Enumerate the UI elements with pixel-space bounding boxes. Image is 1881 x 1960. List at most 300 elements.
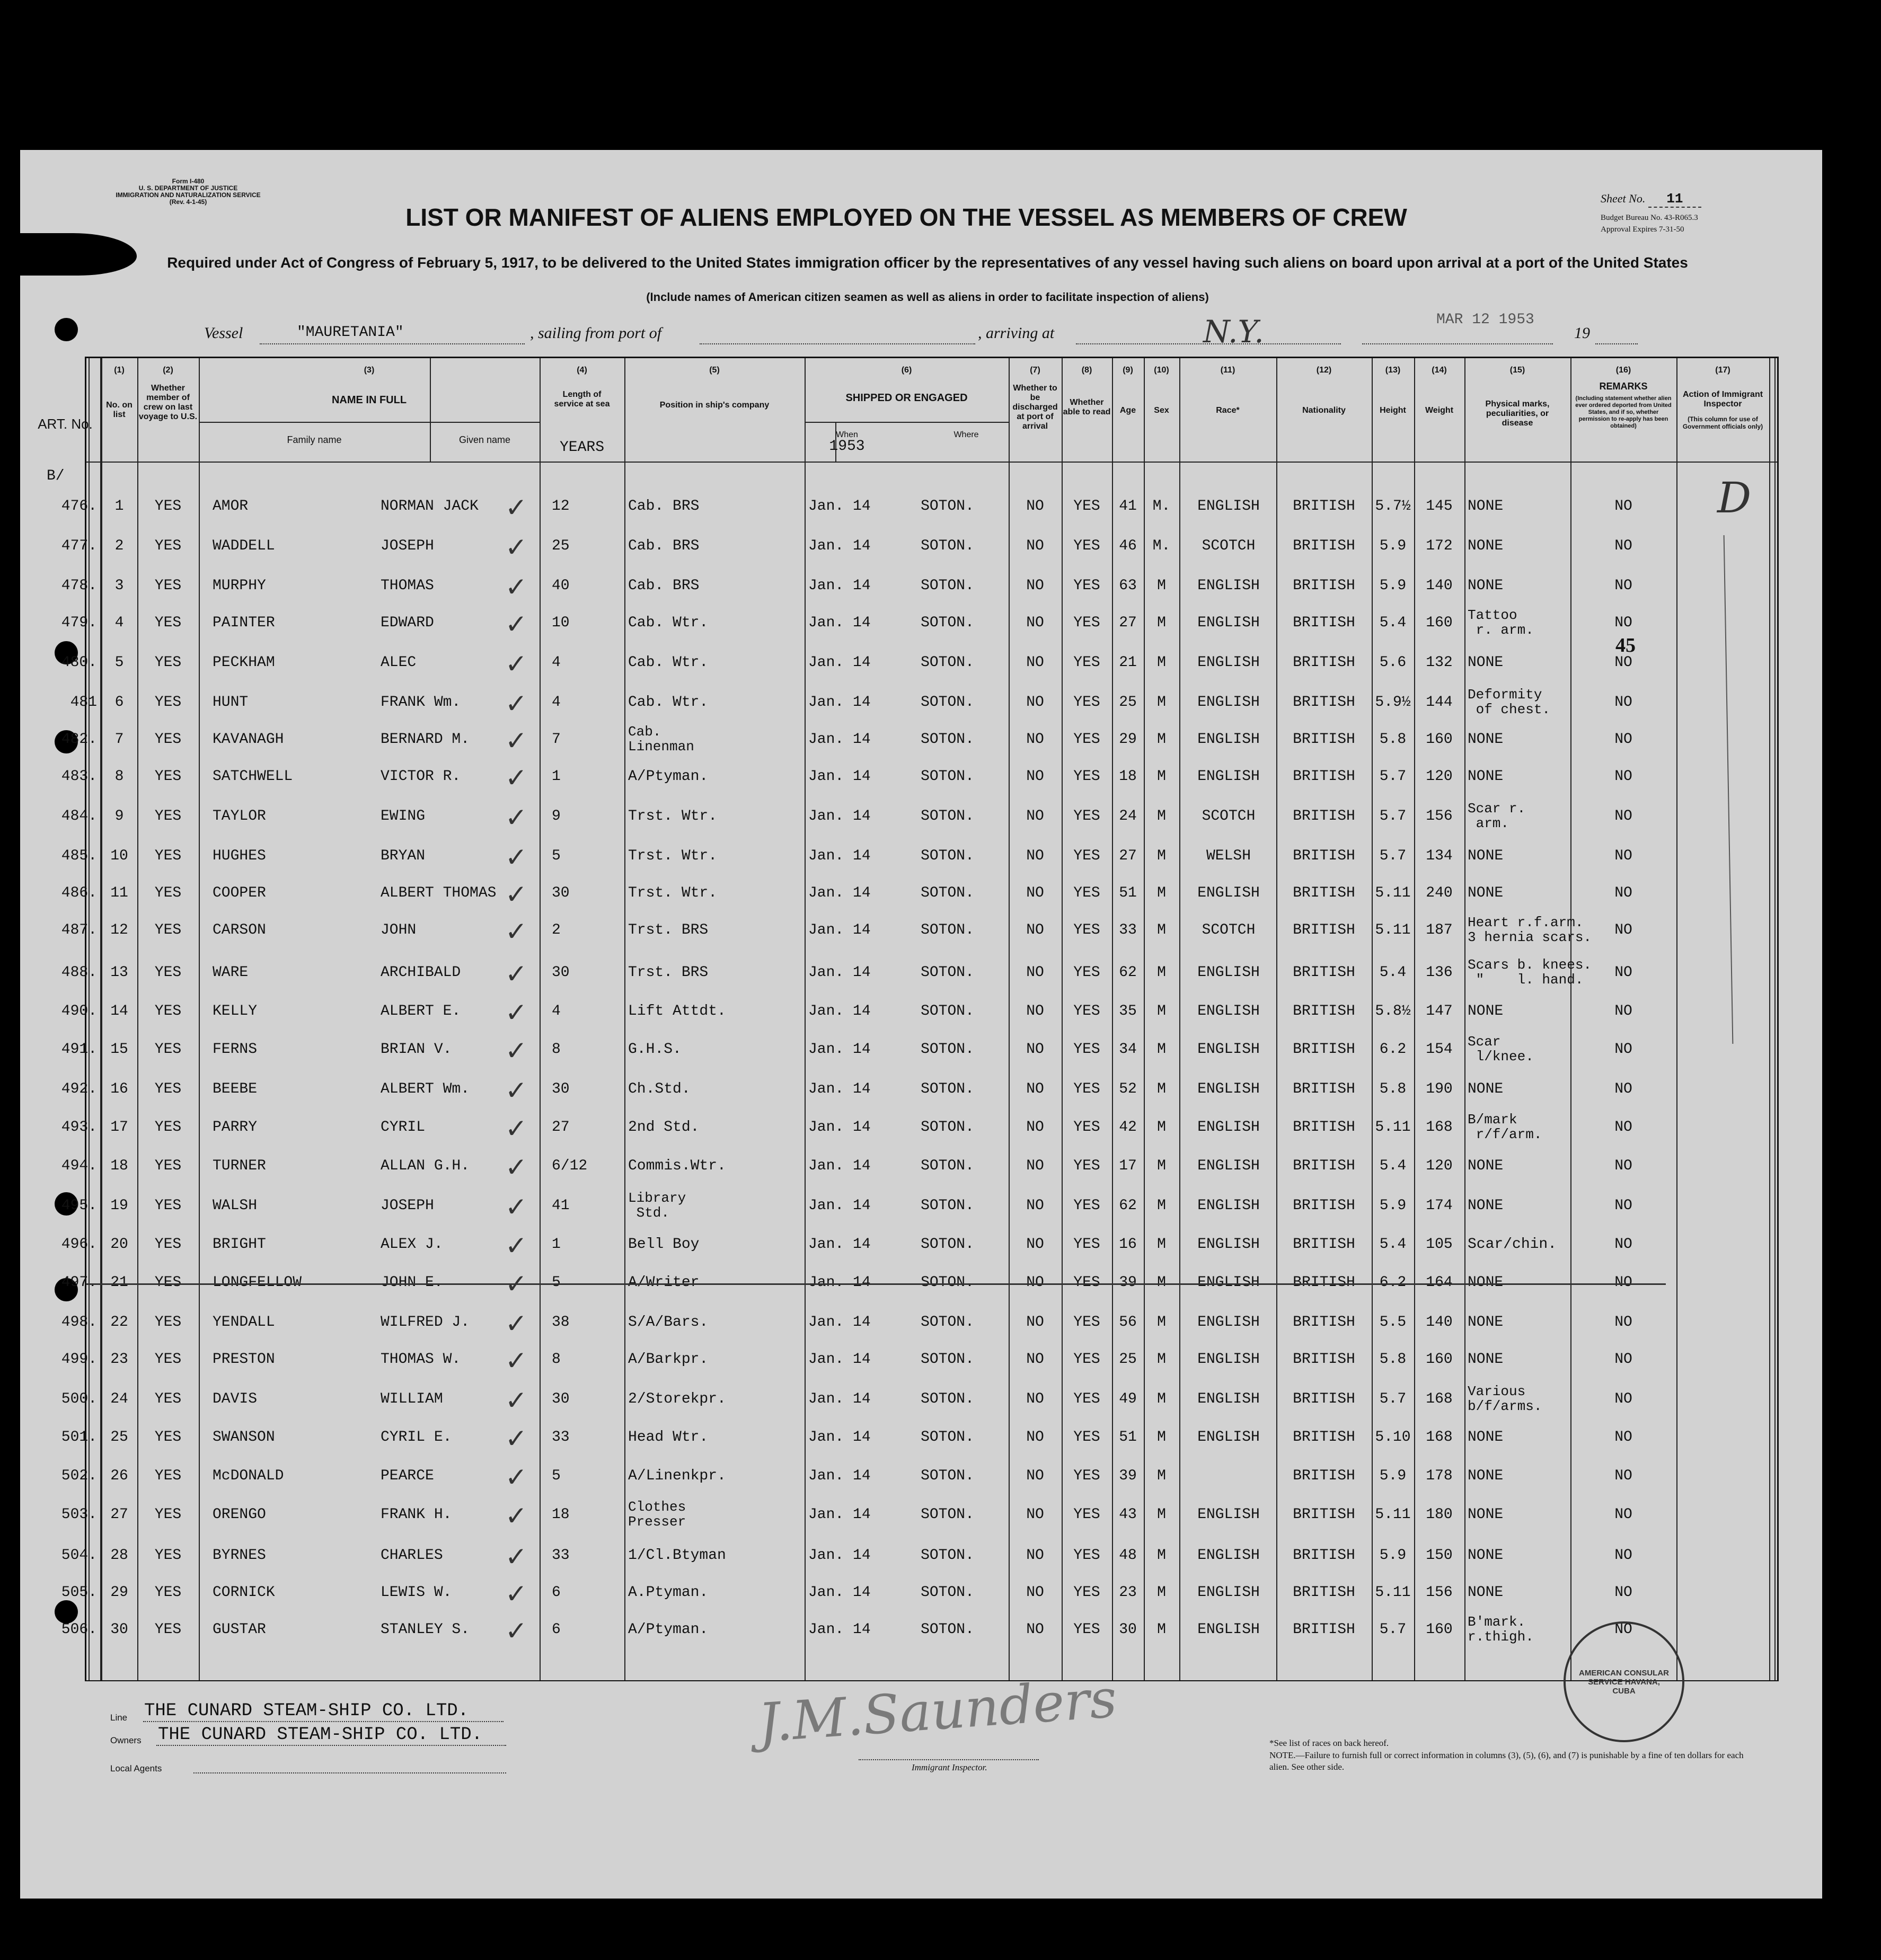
cell-years: 4 [552,1003,561,1019]
cell-sex: M [1157,1081,1166,1097]
consular-seal: AMERICAN CONSULAR SERVICE HAVANA, CUBA [1564,1621,1684,1742]
cell-read: YES [1073,1003,1100,1019]
cell-position: Cab. BRS [628,578,700,594]
cell-position: G.H.S. [628,1041,682,1058]
col-2-header: Whether member of crew on last voyage to U.S. [138,384,198,421]
checkmark-icon: ✓ [505,1423,527,1454]
checkmark-icon: ✓ [505,1501,527,1531]
cell-remarks: NO [1614,1081,1632,1097]
crew-manifest-table [38,357,1779,1681]
cell-no: 6 [114,694,124,711]
cell-years: 6/12 [552,1158,588,1174]
cell-marks: Heart r.f.arm. 3 hernia scars. [1468,915,1592,945]
cell-age: 21 [1119,654,1137,671]
cell-race: ENGLISH [1197,1158,1260,1174]
cell-read: YES [1073,538,1100,554]
col-9-number: (9) [1123,366,1133,375]
cell-weight: 156 [1426,1584,1453,1601]
cell-marks: NONE [1468,1198,1504,1214]
cell-prev: YES [154,731,182,748]
cell-art: 495. [61,1198,97,1214]
cell-where: SOTON. [921,768,974,785]
col-8-header: Whether able to read [1063,398,1111,416]
cell-marks: NONE [1468,1429,1504,1445]
cell-nat: BRITISH [1293,1468,1355,1484]
col-13-header: Height [1380,406,1406,415]
cell-nat: BRITISH [1293,1621,1355,1638]
cell-position: 2/Storekpr. [628,1391,726,1407]
cell-weight: 178 [1426,1468,1453,1484]
cell-years: 27 [552,1119,570,1136]
cell-sex: M [1157,731,1166,748]
cell-sex: M [1157,1041,1166,1058]
cell-weight: 147 [1426,1003,1453,1019]
cell-art: 483. [61,768,97,785]
cell-nat: BRITISH [1293,1198,1355,1214]
col-13-number: (13) [1385,366,1401,375]
cell-art: 478. [61,578,97,594]
cell-family: PAINTER [213,615,275,631]
cell-race: ENGLISH [1197,964,1260,981]
cell-where: SOTON. [921,1081,974,1097]
cell-given: WILLIAM [381,1391,443,1407]
cell-art: 497. [61,1274,97,1291]
cell-marks: Scars b. knees. " l. hand. [1468,957,1592,988]
cell-position: Ch.Std. [628,1081,691,1097]
cell-read: YES [1073,498,1100,515]
cell-no: 20 [110,1236,128,1253]
cell-nat: BRITISH [1293,964,1355,981]
cell-when: Jan. 14 [808,964,871,981]
checkmark-icon: ✓ [505,1345,527,1376]
cell-position: A/Writer [628,1274,700,1291]
cell-no: 2 [114,538,124,554]
cell-height: 5.8½ [1375,1003,1411,1019]
cell-race: ENGLISH [1197,578,1260,594]
cell-art: 506. [61,1621,97,1638]
cell-position: A/Linenkpr. [628,1468,726,1484]
cell-race: ENGLISH [1197,1041,1260,1058]
cell-position: Trst. Wtr. [628,885,718,901]
table-row [61,1264,1777,1302]
cell-position: Lift Attdt. [628,1003,726,1019]
cell-age: 42 [1119,1119,1137,1136]
cell-position: Library Std. [628,1190,686,1221]
cell-where: SOTON. [921,615,974,631]
cell-prev: YES [154,808,182,824]
cell-when: Jan. 14 [808,578,871,594]
cell-race: ENGLISH [1197,1198,1260,1214]
cell-marks: Various b/f/arms. [1468,1383,1542,1414]
table-row [61,1496,1777,1535]
cell-read: YES [1073,964,1100,981]
cell-remarks: NO [1614,808,1632,824]
cell-nat: BRITISH [1293,694,1355,711]
cell-weight: 150 [1426,1547,1453,1564]
checkmark-icon: ✓ [505,1616,527,1646]
cell-race: SCOTCH [1202,538,1256,554]
vessel-line [260,343,525,344]
owners-value: THE CUNARD STEAM-SHIP CO. LTD. [158,1725,483,1745]
cell-weight: 120 [1426,768,1453,785]
col-16-subheader: (Including statement whether alien ever ordered deported from United States, and if so, whether permission to re-apply has been obtained) [1575,395,1672,429]
cell-given: CHARLES [381,1547,443,1564]
cell-sex: M [1157,848,1166,864]
sailing-line [700,343,975,344]
cell-family: HUNT [213,694,249,711]
agents-rule [193,1772,506,1773]
cell-sex: M [1157,1158,1166,1174]
cell-given: WILFRED J. [381,1314,470,1331]
cell-nat: BRITISH [1293,1391,1355,1407]
cell-years: 5 [552,848,561,864]
cell-given: LEWIS W. [381,1584,452,1601]
cell-given: BRYAN [381,848,426,864]
cell-height: 5.11 [1375,1584,1411,1601]
cell-age: 18 [1119,768,1137,785]
cell-family: KELLY [213,1003,258,1019]
cell-sex: M [1157,1003,1166,1019]
checkmark-icon: ✓ [505,1035,527,1066]
col-6-header: SHIPPED OR ENGAGED [845,392,968,404]
cell-family: BEEBE [213,1081,258,1097]
cell-no: 13 [110,964,128,981]
cell-where: SOTON. [921,1274,974,1291]
cell-remarks: NO [1614,538,1632,554]
cell-where: SOTON. [921,922,974,938]
cell-weight: 174 [1426,1198,1453,1214]
cell-position: Trst. BRS [628,964,709,981]
checkmark-icon: ✓ [505,1385,527,1416]
strikethrough-line [86,1283,1666,1285]
col-15-header: Physical marks, peculiarities, or disease [1485,400,1550,428]
cell-weight: 145 [1426,498,1453,515]
cell-sex: M [1157,1547,1166,1564]
checkmark-icon: ✓ [505,1308,527,1339]
cell-nat: BRITISH [1293,1314,1355,1331]
penalty-note: NOTE.—Failure to furnish full or correct information in columns (3), (5), (6), and (7) is punishable by a fine of ten dollars for each alien. See other side. [1269,1750,1744,1772]
cell-sex: M [1157,964,1166,981]
cell-weight: 187 [1426,922,1453,938]
cell-disch: NO [1026,1584,1044,1601]
cell-age: 51 [1119,1429,1137,1445]
cell-nat: BRITISH [1293,538,1355,554]
cell-art: 493. [61,1119,97,1136]
checkmark-icon: ✓ [505,879,527,910]
agents-label: Local Agents [110,1763,162,1773]
cell-age: 30 [1119,1621,1137,1638]
cell-read: YES [1073,1621,1100,1638]
cell-position: Cab. Wtr. [628,694,709,711]
col-10-header: Sex [1154,406,1169,415]
cell-position: Cab. BRS [628,498,700,515]
cell-no: 1 [114,498,124,515]
cell-prev: YES [154,654,182,671]
cell-family: TURNER [213,1158,266,1174]
header-subrule [430,422,540,423]
cell-marks: NONE [1468,1351,1504,1368]
cell-marks: Scar l/knee. [1468,1034,1534,1065]
given-name-header: Given name [458,434,511,445]
cell-where: SOTON. [921,885,974,901]
punch-hole [55,1600,78,1624]
cell-race: ENGLISH [1197,1081,1260,1097]
cell-position: Head Wtr. [628,1429,709,1445]
line-rule [143,1721,504,1722]
cell-height: 5.8 [1379,1081,1407,1097]
cell-age: 62 [1119,1198,1137,1214]
cell-remarks: NO [1614,885,1632,901]
cell-weight: 144 [1426,694,1453,711]
cell-when: Jan. 14 [808,1314,871,1331]
col-12-number: (12) [1316,366,1332,375]
cell-disch: NO [1026,1041,1044,1058]
cell-race: ENGLISH [1197,768,1260,785]
col-11-header: Race* [1216,406,1240,415]
cell-years: 12 [552,498,570,515]
cell-remarks: NO [1614,1468,1632,1484]
cell-family: SWANSON [213,1429,275,1445]
cell-read: YES [1073,808,1100,824]
cell-family: LONGFELLOW [213,1274,302,1291]
cell-height: 5.7 [1379,1621,1407,1638]
col-1-header: No. on list [106,401,133,419]
cell-years: 5 [552,1468,561,1484]
cell-marks: NONE [1468,498,1504,515]
cell-sex: M [1157,1314,1166,1331]
cell-no: 25 [110,1429,128,1445]
cell-nat: BRITISH [1293,885,1355,901]
cell-marks: NONE [1468,1158,1504,1174]
line-value: THE CUNARD STEAM-SHIP CO. LTD. [144,1701,469,1721]
cell-years: 41 [552,1198,570,1214]
table-row [61,1574,1777,1612]
col-5-number: (5) [709,366,720,375]
cell-years: 7 [552,731,561,748]
cell-remarks: NO [1614,1584,1632,1601]
cell-years: 6 [552,1584,561,1601]
cell-given: PEARCE [381,1468,434,1484]
cell-art: 504. [61,1547,97,1564]
cell-remarks: NO [1614,1547,1632,1564]
cell-where: SOTON. [921,1506,974,1523]
cell-disch: NO [1026,964,1044,981]
cell-height: 5.5 [1379,1314,1407,1331]
cell-no: 27 [110,1506,128,1523]
table-row [61,875,1777,913]
cell-read: YES [1073,1081,1100,1097]
cell-no: 21 [110,1274,128,1291]
page-title: LIST OR MANIFEST OF ALIENS EMPLOYED ON THE VESSEL AS MEMBERS OF CREW [405,203,1407,231]
cell-where: SOTON. [921,654,974,671]
table-row [61,605,1777,643]
cell-disch: NO [1026,694,1044,711]
cell-disch: NO [1026,1547,1044,1564]
cell-family: FERNS [213,1041,258,1058]
cell-remarks: NO [1614,964,1632,981]
cell-prev: YES [154,1236,182,1253]
cell-given: FRANK Wm. [381,694,461,711]
cell-disch: NO [1026,885,1044,901]
cell-sex: M [1157,1198,1166,1214]
cell-sex: M [1157,1119,1166,1136]
cell-read: YES [1073,694,1100,711]
cell-height: 5.9 [1379,1547,1407,1564]
where-header: Where [953,430,979,439]
cell-marks: NONE [1468,654,1504,671]
cell-marks: NONE [1468,1468,1504,1484]
cell-family: McDONALD [213,1468,284,1484]
cell-given: CYRIL E. [381,1429,452,1445]
inspector-signature: J.M.Saunders [756,1667,1119,1754]
cell-nat: BRITISH [1293,922,1355,938]
page-subtitle-note: (Include names of American citizen seamen as well as aliens in order to facilitate inspection of aliens) [646,290,1209,304]
cell-art: 477. [61,538,97,554]
cell-age: 17 [1119,1158,1137,1174]
cell-race: ENGLISH [1197,654,1260,671]
cell-when: Jan. 14 [808,615,871,631]
cell-nat: BRITISH [1293,848,1355,864]
cell-art: 479. [61,615,97,631]
cell-remarks: NO [1614,498,1632,515]
cell-read: YES [1073,615,1100,631]
cell-height: 5.11 [1375,1119,1411,1136]
cell-read: YES [1073,654,1100,671]
cell-where: SOTON. [921,578,974,594]
cell-position: A/Barkpr. [628,1351,709,1368]
owners-label: Owners [110,1735,142,1745]
header-bottom-rule [86,462,1777,463]
cell-prev: YES [154,1158,182,1174]
cell-family: AMOR [213,498,249,515]
cell-sex: M [1157,615,1166,631]
cell-weight: 168 [1426,1391,1453,1407]
arriving-port: N.Y. [1203,314,1264,350]
table-row [61,1537,1777,1575]
cell-disch: NO [1026,1314,1044,1331]
cell-age: 35 [1119,1003,1137,1019]
cell-weight: 120 [1426,1158,1453,1174]
cell-read: YES [1073,768,1100,785]
cell-remarks: NO [1614,1506,1632,1523]
cell-prev: YES [154,1198,182,1214]
cell-no: 5 [114,654,124,671]
cell-no: 9 [114,808,124,824]
cell-marks: NONE [1468,885,1504,901]
cell-age: 29 [1119,731,1137,748]
cell-family: ORENGO [213,1506,266,1523]
cell-when: Jan. 14 [808,654,871,671]
cell-when: Jan. 14 [808,498,871,515]
cell-disch: NO [1026,1081,1044,1097]
table-row [61,1109,1777,1147]
cell-given: VICTOR R. [381,768,461,785]
cell-art: 481 [70,694,97,711]
cell-read: YES [1073,1274,1100,1291]
cell-age: 25 [1119,1351,1137,1368]
cell-height: 5.4 [1379,1158,1407,1174]
cell-family: PRESTON [213,1351,275,1368]
cell-where: SOTON. [921,1119,974,1136]
cell-no: 17 [110,1119,128,1136]
cell-nat: BRITISH [1293,1584,1355,1601]
checkmark-icon: ✓ [505,1075,527,1106]
col-15-number: (15) [1509,366,1525,375]
cell-nat: BRITISH [1293,1429,1355,1445]
cell-weight: 172 [1426,538,1453,554]
cell-sex: M [1157,768,1166,785]
cell-read: YES [1073,578,1100,594]
cell-family: BRIGHT [213,1236,266,1253]
cell-sex: M [1157,885,1166,901]
cell-nat: BRITISH [1293,615,1355,631]
cell-no: 14 [110,1003,128,1019]
cell-no: 10 [110,848,128,864]
cell-position: 2nd Std. [628,1119,700,1136]
cell-disch: NO [1026,615,1044,631]
table-row [61,798,1777,836]
cell-given: BERNARD M. [381,731,470,748]
cell-sex: M [1157,1351,1166,1368]
cell-where: SOTON. [921,731,974,748]
cell-height: 5.4 [1379,615,1407,631]
cell-where: SOTON. [921,964,974,981]
cell-given: JOSEPH [381,538,434,554]
table-row [61,1226,1777,1264]
cell-when: Jan. 14 [808,1547,871,1564]
cell-no: 18 [110,1158,128,1174]
cell-read: YES [1073,1506,1100,1523]
cell-disch: NO [1026,1468,1044,1484]
cell-prev: YES [154,615,182,631]
cell-where: SOTON. [921,1236,974,1253]
cell-nat: BRITISH [1293,1081,1355,1097]
cell-years: 25 [552,538,570,554]
checkmark-icon: ✓ [505,572,527,602]
cell-prev: YES [154,1314,182,1331]
line-label: Line [110,1713,128,1723]
col-7-number: (7) [1030,366,1040,375]
cell-position: A.Ptyman. [628,1584,709,1601]
cell-art: 482. [61,731,97,748]
races-note: *See list of races on back hereof. [1269,1738,1389,1748]
checkmark-icon: ✓ [505,842,527,873]
cell-art: 505. [61,1584,97,1601]
cell-when: Jan. 14 [808,1621,871,1638]
cell-art: 484. [61,808,97,824]
cell-race: ENGLISH [1197,1506,1260,1523]
cell-height: 5.8 [1379,1351,1407,1368]
cell-race: ENGLISH [1197,1429,1260,1445]
cell-family: GUSTAR [213,1621,266,1638]
cell-remarks: NO [1614,578,1632,594]
cell-age: 62 [1119,964,1137,981]
cell-read: YES [1073,1547,1100,1564]
cell-art: 490. [61,1003,97,1019]
cell-prev: YES [154,1351,182,1368]
cell-sex: M [1157,1584,1166,1601]
cell-family: CORNICK [213,1584,275,1601]
cell-prev: YES [154,1274,182,1291]
table-row [61,1304,1777,1342]
cell-race: ENGLISH [1197,1547,1260,1564]
cell-age: 46 [1119,538,1137,554]
cell-weight: 160 [1426,1621,1453,1638]
cell-years: 30 [552,1391,570,1407]
cell-marks: NONE [1468,538,1504,554]
col-6-number: (6) [901,366,912,375]
cell-marks: NONE [1468,1081,1504,1097]
